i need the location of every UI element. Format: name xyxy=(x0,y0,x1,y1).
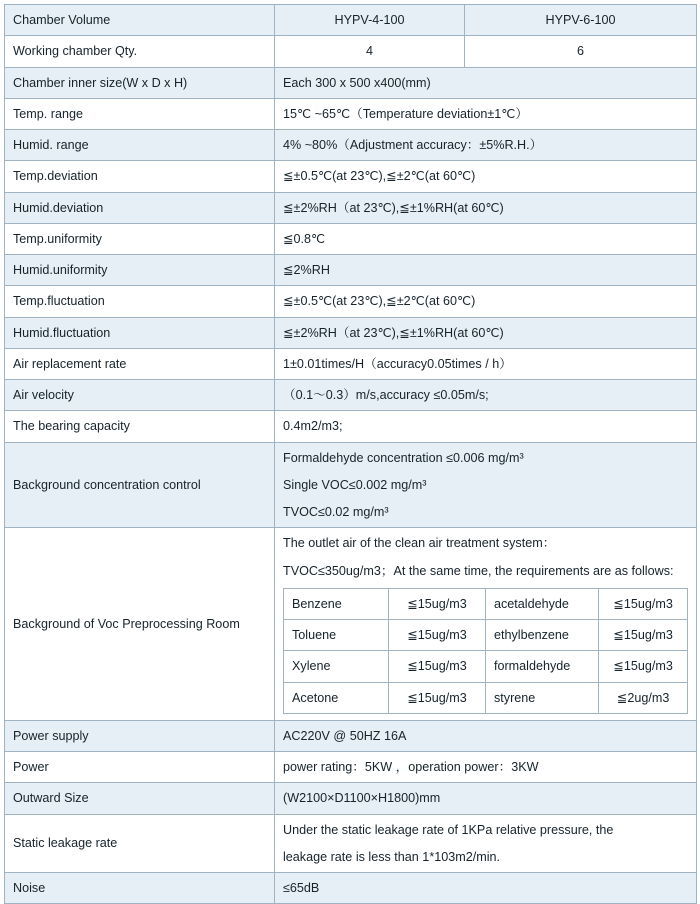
table-row xyxy=(5,67,697,98)
row-label: Chamber Volume xyxy=(5,5,275,36)
row-label: Outward Size xyxy=(5,783,275,814)
background-concentration-values xyxy=(275,442,697,528)
model-1-header: HYPV-4-100 xyxy=(275,5,465,36)
table-row xyxy=(5,5,697,36)
voc-limits-row xyxy=(284,682,688,713)
static-leakage-line: Under the static leakage rate of 1KPa relative pressure, the xyxy=(283,822,614,837)
row-label: Air velocity xyxy=(5,380,275,411)
row-value: 4% ~80%（Adjustment accuracy：±5%R.H.） xyxy=(275,130,697,161)
table-row xyxy=(5,348,697,379)
row-label: Chamber inner size(W x D x H) xyxy=(5,67,275,98)
table-row xyxy=(5,411,697,442)
row-value: ≦±2%RH（at 23℃),≦±1%RH(at 60℃) xyxy=(275,317,697,348)
voc-limits-row xyxy=(284,620,688,651)
row-label: Air replacement rate xyxy=(5,348,275,379)
row-label: Temp. range xyxy=(5,98,275,129)
voc-substance-right: ethylbenzene xyxy=(485,620,598,651)
row-value: ≦±0.5℃(at 23℃),≦±2℃(at 60℃) xyxy=(275,286,697,317)
table-row xyxy=(5,720,697,751)
row-label: Noise xyxy=(5,873,275,904)
row-label: Humid.deviation xyxy=(5,192,275,223)
voc-value-right: ≦15ug/m3 xyxy=(599,588,688,619)
row-label: Temp.fluctuation xyxy=(5,286,275,317)
qty-model-2: 6 xyxy=(465,36,697,67)
voc-value-right: ≦2ug/m3 xyxy=(599,682,688,713)
voc-value-left: ≦15ug/m3 xyxy=(389,620,486,651)
voc-intro-line: TVOC≤350ug/m3；At the same time, the requirements are as follows: xyxy=(283,563,674,578)
row-label: Power supply xyxy=(5,720,275,751)
row-value: AC220V @ 50HZ 16A xyxy=(275,720,697,751)
table-row xyxy=(5,317,697,348)
voc-limits-row xyxy=(284,651,688,682)
table-row xyxy=(5,130,697,161)
static-leakage-line: leakage rate is less than 1*103m2/min. xyxy=(283,849,501,864)
row-value: 15℃ ~65℃（Temperature deviation±1℃） xyxy=(275,98,697,129)
table-row xyxy=(5,255,697,286)
background-line: Formaldehyde concentration ≤0.006 mg/m³ xyxy=(283,450,524,465)
table-row xyxy=(5,98,697,129)
table-row-static-leakage xyxy=(5,814,697,873)
row-label: Humid.uniformity xyxy=(5,255,275,286)
specification-table xyxy=(4,4,697,904)
table-row xyxy=(5,192,697,223)
table-row-voc-room xyxy=(5,528,697,721)
row-label: Temp.uniformity xyxy=(5,223,275,254)
row-value: Each 300 x 500 x400(mm) xyxy=(275,67,697,98)
voc-substance-right: formaldehyde xyxy=(485,651,598,682)
voc-value-left: ≦15ug/m3 xyxy=(389,682,486,713)
voc-substance-left: Acetone xyxy=(284,682,389,713)
row-label: Power xyxy=(5,752,275,783)
table-row xyxy=(5,36,697,67)
voc-value-right: ≦15ug/m3 xyxy=(599,651,688,682)
row-value: 0.4m2/m3; xyxy=(275,411,697,442)
voc-room-intro xyxy=(283,534,688,580)
row-label: Background of Voc Preprocessing Room xyxy=(5,528,275,721)
row-value: （0.1～0.3）m/s,accuracy ≤0.05m/s; xyxy=(275,380,697,411)
row-value: ≦2%RH xyxy=(275,255,697,286)
row-value: power rating：5KW ，operation power：3KW xyxy=(275,752,697,783)
table-row xyxy=(5,286,697,317)
row-label: Static leakage rate xyxy=(5,814,275,873)
background-line: TVOC≤0.02 mg/m³ xyxy=(283,505,389,519)
row-label: Humid. range xyxy=(5,130,275,161)
row-label: Humid.fluctuation xyxy=(5,317,275,348)
row-label: Working chamber Qty. xyxy=(5,36,275,67)
voc-intro-line: The outlet air of the clean air treatment system： xyxy=(283,536,556,551)
row-label: Background concentration control xyxy=(5,442,275,528)
table-row xyxy=(5,873,697,904)
row-label: The bearing capacity xyxy=(5,411,275,442)
row-label: Temp.deviation xyxy=(5,161,275,192)
voc-limits-row xyxy=(284,588,688,619)
voc-value-left: ≦15ug/m3 xyxy=(389,588,486,619)
voc-substance-left: Toluene xyxy=(284,620,389,651)
voc-substance-right: acetaldehyde xyxy=(485,588,598,619)
static-leakage-value xyxy=(275,814,697,873)
voc-room-content xyxy=(275,528,697,721)
voc-substance-left: Benzene xyxy=(284,588,389,619)
row-value: 1±0.01times/H（accuracy0.05times / h） xyxy=(275,348,697,379)
qty-model-1: 4 xyxy=(275,36,465,67)
table-row-background-concentration xyxy=(5,442,697,528)
background-line: Single VOC≤0.002 mg/m³ xyxy=(283,477,427,492)
voc-limits-table xyxy=(283,588,688,714)
table-row xyxy=(5,752,697,783)
row-value: ≦±2%RH（at 23℃),≦±1%RH(at 60℃) xyxy=(275,192,697,223)
table-row xyxy=(5,380,697,411)
row-value: ≦±0.5℃(at 23℃),≦±2℃(at 60℃) xyxy=(275,161,697,192)
voc-value-left: ≦15ug/m3 xyxy=(389,651,486,682)
row-value: ≦0.8℃ xyxy=(275,223,697,254)
row-value: (W2100×D1100×H1800)mm xyxy=(275,783,697,814)
voc-substance-right: styrene xyxy=(485,682,598,713)
row-value: ≤65dB xyxy=(275,873,697,904)
table-row xyxy=(5,161,697,192)
table-row xyxy=(5,223,697,254)
voc-substance-left: Xylene xyxy=(284,651,389,682)
model-2-header: HYPV-6-100 xyxy=(465,5,697,36)
voc-value-right: ≦15ug/m3 xyxy=(599,620,688,651)
table-row xyxy=(5,783,697,814)
